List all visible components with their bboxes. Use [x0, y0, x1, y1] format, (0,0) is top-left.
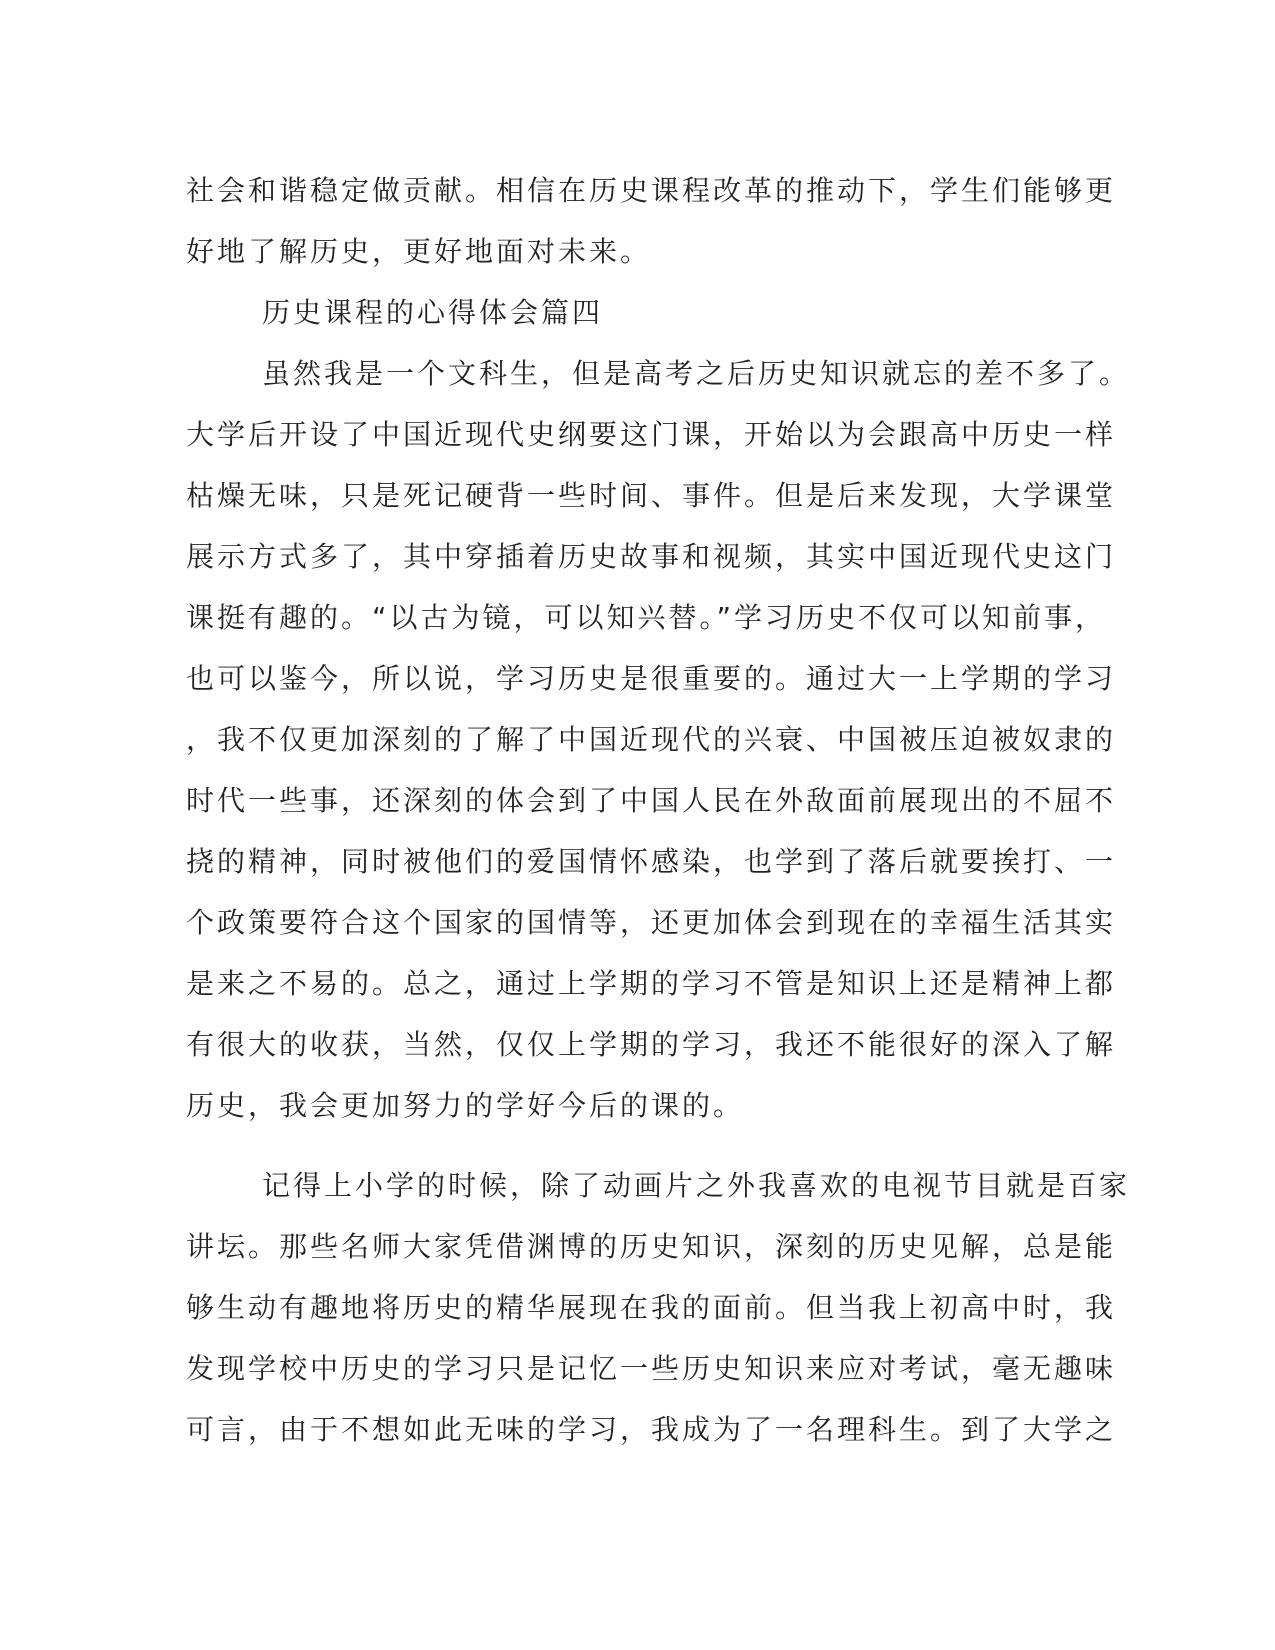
- text-line: 记得上小学的时候，除了动画片之外我喜欢的电视节目就是百家: [262, 1169, 1131, 1202]
- text-line: 讲坛。那些名师大家凭借渊博的历史知识，深刻的历史见解，总是能: [186, 1230, 1117, 1263]
- text-line: 发现学校中历史的学习只是记忆一些历史知识来应对考试，毫无趣味: [186, 1352, 1117, 1385]
- text-line: 有很大的收获，当然，仅仅上学期的学习，我还不能很好的深入了解: [186, 1028, 1117, 1061]
- text-line: 时代一些事，还深刻的体会到了中国人民在外敌面前展现出的不屈不: [186, 784, 1117, 817]
- text-line: ，我不仅更加深刻的了解了中国近现代的兴衰、中国被压迫被奴隶的: [186, 723, 1117, 756]
- text-line: 展示方式多了，其中穿插着历史故事和视频，其实中国近现代史这门: [186, 540, 1117, 573]
- text-line: 课挺有趣的。“以古为镜，可以知兴替。”学习历史不仅可以知前事，: [186, 601, 1107, 634]
- text-line: 也可以鉴今，所以说，学习历史是很重要的。通过大一上学期的学习: [186, 662, 1117, 695]
- text-line: 历史，我会更加努力的学好今后的课的。: [186, 1089, 745, 1122]
- text-line: 虽然我是一个文科生，但是高考之后历史知识就忘的差不多了。: [262, 357, 1131, 390]
- continuation-paragraph: [186, 160, 1117, 282]
- text-line: 大学后开设了中国近现代史纲要这门课，开始以为会跟高中历史一样: [186, 418, 1117, 451]
- text-line: 可言，由于不想如此无味的学习，我成为了一名理科生。到了大学之: [186, 1413, 1117, 1446]
- text-line: 个政策要符合这个国家的国情等，还更加体会到现在的幸福生活其实: [186, 906, 1117, 939]
- paragraph-gap: [186, 1136, 1086, 1155]
- paragraph-one: [186, 343, 1131, 1136]
- text-line: 是来之不易的。总之，通过上学期的学习不管是知识上还是精神上都: [186, 967, 1117, 1000]
- paragraph-two: [186, 1155, 1131, 1460]
- text-line: 社会和谐稳定做贡献。相信在历史课程改革的推动下，学生们能够更: [186, 174, 1117, 207]
- text-line: 挠的精神，同时被他们的爱国情怀感染，也学到了落后就要挨打、一: [186, 845, 1117, 878]
- text-line: 好地了解历史，更好地面对未来。: [186, 235, 652, 268]
- text-line: 枯燥无味，只是死记硬背一些时间、事件。但是后来发现，大学课堂: [186, 479, 1117, 512]
- document-body: [186, 160, 1131, 1460]
- section-heading: 历史课程的心得体会篇四: [262, 296, 604, 329]
- text-line: 够生动有趣地将历史的精华展现在我的面前。但当我上初高中时，我: [186, 1291, 1117, 1324]
